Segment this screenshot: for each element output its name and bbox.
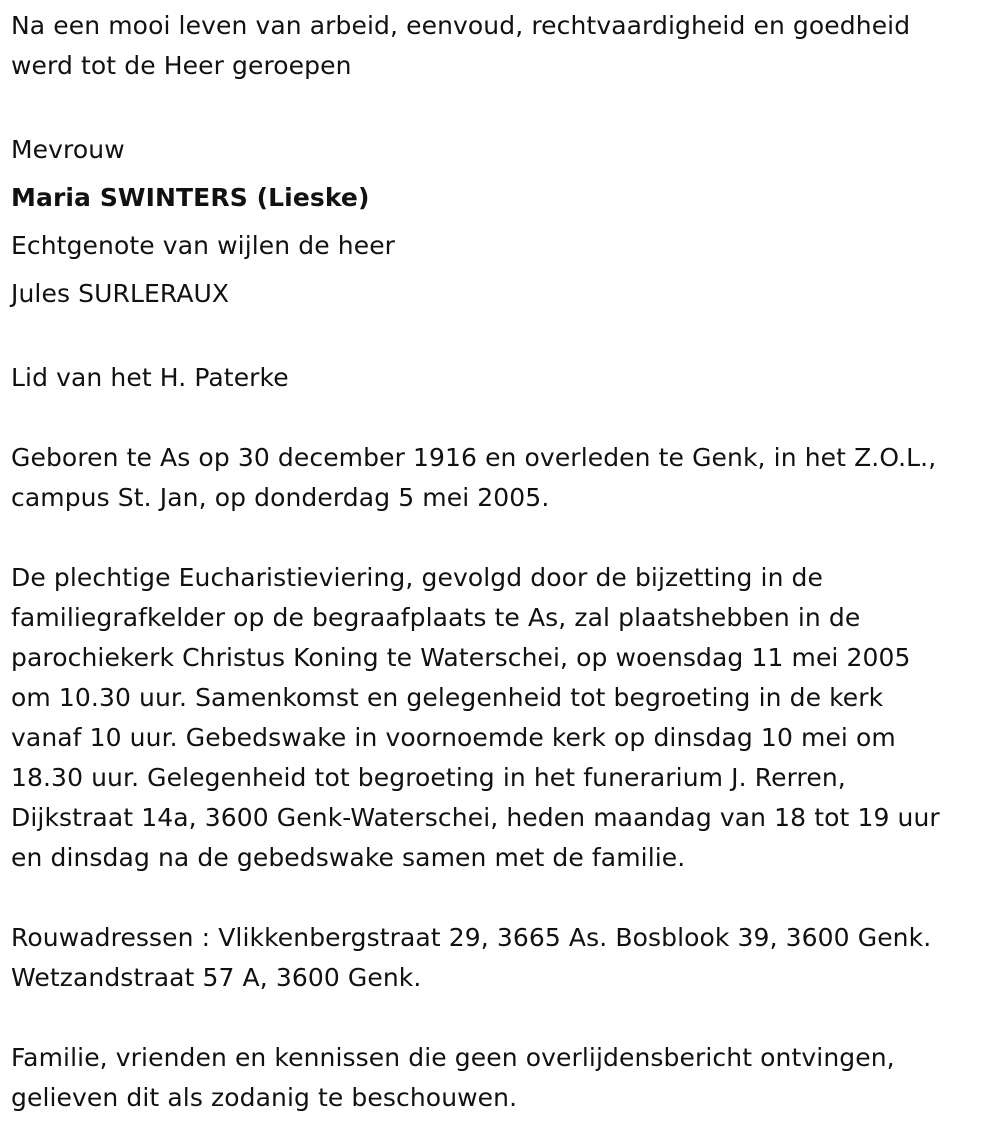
addresses-paragraph — [11, 918, 991, 998]
ceremony-line: familiegrafkelder op de begraafplaats te As, zal plaatshebben in de — [11, 603, 861, 632]
ceremony-paragraph — [11, 558, 991, 878]
closing-paragraph — [11, 1038, 991, 1118]
paragraph-gap — [11, 518, 991, 558]
ceremony-line: vanaf 10 uur. Gebedswake in voornoemde kerk op dinsdag 10 mei om — [11, 723, 896, 752]
person-block — [11, 126, 991, 318]
intro-line: werd tot de Heer geroepen — [11, 51, 352, 80]
intro-line: Na een mooi leven van arbeid, eenvoud, rechtvaardigheid en goedheid — [11, 11, 911, 40]
membership-text: Lid van het H. Paterke — [11, 363, 289, 392]
birth-death-paragraph — [11, 438, 991, 518]
death-notice — [11, 6, 991, 1118]
intro-paragraph — [11, 6, 991, 86]
ceremony-line: De plechtige Eucharistieviering, gevolgd door de bijzetting in de — [11, 563, 824, 592]
closing-line: gelieven dit als zodanig te beschouwen. — [11, 1083, 518, 1112]
spouse-name: Jules SURLERAUX — [11, 279, 230, 308]
closing-line: Familie, vrienden en kennissen die geen overlijdensbericht ontvingen, — [11, 1043, 895, 1072]
paragraph-gap — [11, 86, 991, 126]
address-line: Rouwadressen : Vlikkenbergstraat 29, 3665 As. Bosblook 39, 3600 Genk. — [11, 923, 932, 952]
birth-death-line: Geboren te As op 30 december 1916 en overleden te Genk, in het Z.O.L., — [11, 443, 937, 472]
paragraph-gap — [11, 398, 991, 438]
address-line: Wetzandstraat 57 A, 3600 Genk. — [11, 963, 422, 992]
ceremony-line: en dinsdag na de gebedswake samen met de familie. — [11, 843, 686, 872]
paragraph-gap — [11, 878, 991, 918]
ceremony-line: Dijkstraat 14a, 3600 Genk-Waterschei, heden maandag van 18 tot 19 uur — [11, 803, 940, 832]
paragraph-gap — [11, 318, 991, 358]
paragraph-gap — [11, 998, 991, 1038]
ceremony-line: 18.30 uur. Gelegenheid tot begroeting in het funerarium J. Rerren, — [11, 763, 846, 792]
ceremony-line: parochiekerk Christus Koning te Waterschei, op woensdag 11 mei 2005 — [11, 643, 911, 672]
deceased-name: Maria SWINTERS (Lieske) — [11, 183, 370, 212]
salutation: Mevrouw — [11, 135, 125, 164]
ceremony-line: om 10.30 uur. Samenkomst en gelegenheid tot begroeting in de kerk — [11, 683, 884, 712]
relation-text: Echtgenote van wijlen de heer — [11, 231, 396, 260]
membership-paragraph — [11, 358, 991, 398]
birth-death-line: campus St. Jan, op donderdag 5 mei 2005. — [11, 483, 550, 512]
